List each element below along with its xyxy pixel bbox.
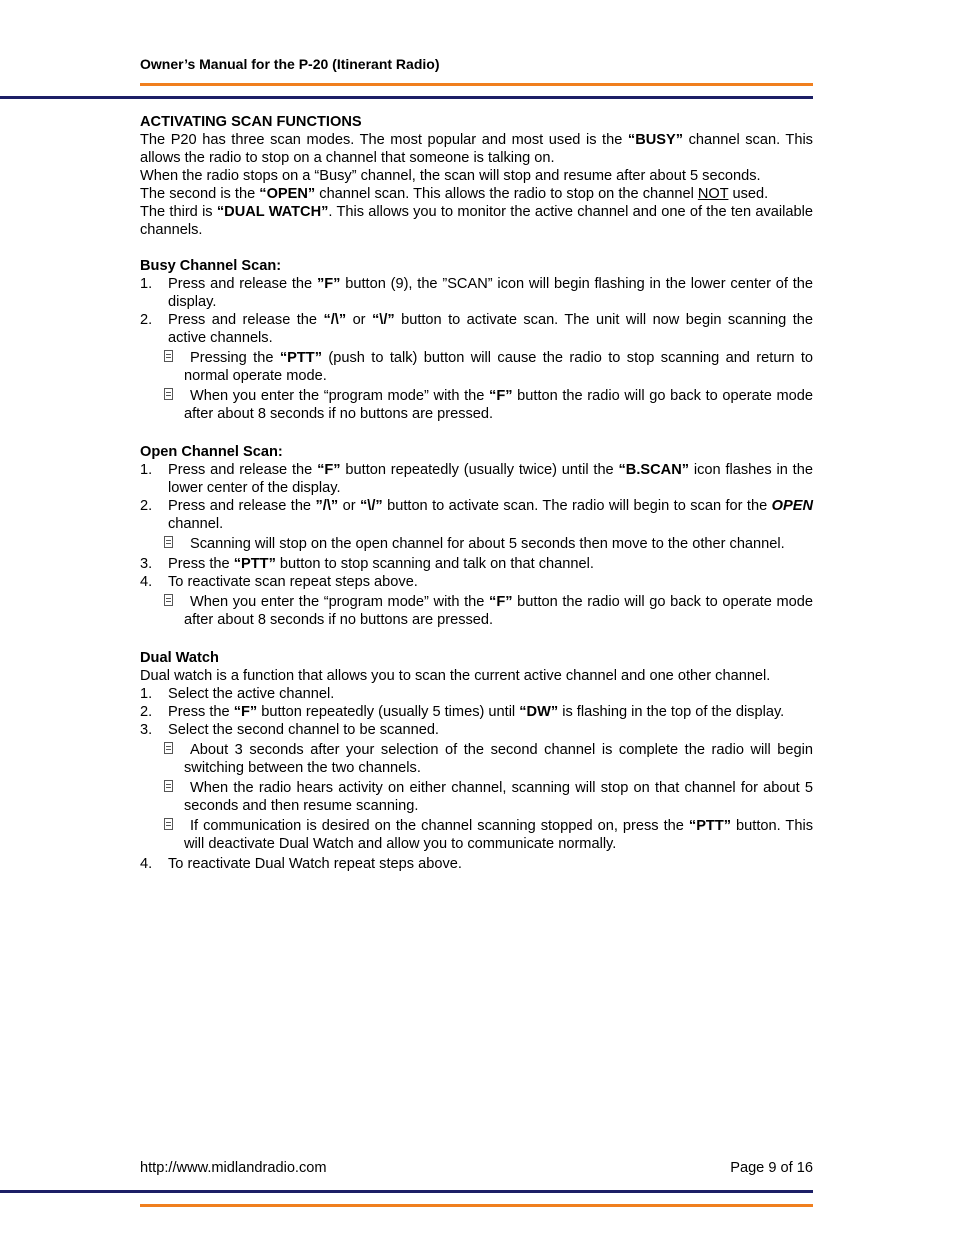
section-heading-scan: ACTIVATING SCAN FUNCTIONS: [140, 114, 362, 130]
text: button repeatedly (usually twice) until the: [340, 462, 619, 478]
intro-paragraph-4: [140, 203, 813, 239]
text: When you enter the “program mode” with the: [190, 388, 490, 404]
document-icon: [164, 536, 173, 548]
text: button (9), the ”SCAN” icon will begin flashing in the lower center of the display.: [168, 276, 813, 310]
text: Press and release the: [168, 498, 316, 514]
bullet-item: [140, 817, 813, 853]
list-item: [140, 685, 813, 703]
document-icon: [164, 780, 173, 792]
text: Press and release the: [168, 276, 317, 292]
text: The P20 has three scan modes. The most popular and most used is the: [140, 132, 628, 148]
document-icon: [164, 594, 173, 606]
text-bold: “PTT”: [688, 818, 732, 834]
text-bold: “PTT”: [279, 350, 323, 366]
list-number: 1.: [140, 276, 153, 292]
list-number: 2.: [140, 498, 153, 514]
text: icon flashes in the lower center of the display.: [168, 462, 813, 496]
list-number: 1.: [140, 462, 153, 478]
text-bold: “PTT”: [233, 556, 276, 572]
text: used.: [728, 186, 769, 202]
text: button to stop scanning and talk on that channel.: [275, 556, 594, 572]
document-icon: [164, 818, 173, 830]
bullet-item: [140, 593, 813, 629]
footer-url[interactable]: http://www.midlandradio.com: [140, 1160, 327, 1176]
footer-navy-rule: [0, 1190, 813, 1193]
text: button repeatedly (usually 5 times) until: [257, 704, 520, 720]
text: button to activate scan. The unit will now begin scanning the active channels.: [168, 312, 813, 346]
text: Press the: [168, 556, 234, 572]
list-number: 2.: [140, 704, 153, 720]
text: Press and release the: [168, 312, 324, 328]
list-item: [140, 461, 813, 497]
list-item: [140, 275, 813, 311]
text-bold: ”F”: [316, 276, 341, 292]
page-header-title: Owner’s Manual for the P-20 (Itinerant Radio): [140, 56, 440, 72]
text: To reactivate scan repeat steps above.: [168, 574, 418, 590]
text: About 3 seconds after your selection of the second channel is complete the radio will begin switching between the two channels.: [184, 742, 813, 776]
text: When the radio hears activity on either channel, scanning will stop on that channel for about 5 seconds and then resume scanning.: [184, 780, 813, 814]
section-heading-busy: Busy Channel Scan:: [140, 258, 282, 274]
section-heading-open: Open Channel Scan:: [140, 444, 283, 460]
text: If communication is desired on the channel scanning stopped on, press the: [190, 818, 689, 834]
text-bold: “B.SCAN”: [618, 462, 690, 478]
text: Pressing the: [190, 350, 280, 366]
list-number: 1.: [140, 686, 153, 702]
text-bold: “F”: [489, 594, 513, 610]
list-item: [140, 497, 813, 533]
intro-paragraph-2: When the radio stops on a “Busy” channel, the scan will stop and resume after about 5 seconds.: [140, 168, 761, 184]
document-icon: [164, 388, 173, 400]
text-bold: “DUAL WATCH”: [216, 204, 329, 220]
text: button the radio will go back to operate mode after about 8 seconds if no buttons are pressed.: [184, 594, 813, 628]
text: To reactivate Dual Watch repeat steps above.: [168, 856, 462, 872]
text: When you enter the “program mode” with the: [190, 594, 490, 610]
document-body: [140, 113, 813, 873]
list-item: [140, 703, 813, 721]
intro-paragraph-3: [140, 185, 813, 203]
text: channel.: [168, 516, 224, 532]
text: is flashing in the top of the display.: [558, 704, 785, 720]
text-underline: NOT: [697, 186, 729, 202]
dual-intro: Dual watch is a function that allows you to scan the current active channel and one other channel.: [140, 668, 771, 684]
footer-page-number: Page 9 of 16: [730, 1160, 813, 1176]
bullet-item: [140, 779, 813, 815]
bullet-item: [140, 349, 813, 385]
text: Select the active channel.: [168, 686, 335, 702]
text: or: [338, 498, 360, 514]
text: The third is: [140, 204, 217, 220]
document-icon: [164, 742, 173, 754]
text: Press the: [168, 704, 234, 720]
text: Select the second channel to be scanned.: [168, 722, 439, 738]
text: . This allows you to monitor the active channel and one of the ten available channels.: [140, 204, 813, 238]
text-bold: “\/”: [371, 312, 395, 328]
list-item: [140, 555, 813, 573]
text-bold: “/\”: [323, 312, 347, 328]
list-item: [140, 573, 813, 591]
text: Press and release the: [168, 462, 318, 478]
list-item: [140, 855, 813, 873]
intro-paragraph: [140, 131, 813, 167]
list-number: 3.: [140, 722, 153, 738]
text-bold-italic: OPEN: [771, 498, 813, 514]
list-number: 4.: [140, 856, 153, 872]
list-item: [140, 721, 813, 739]
text: channel scan. This allows the radio to stop on a channel that someone is talking on.: [140, 132, 813, 166]
bullet-item: [140, 387, 813, 423]
list-number: 3.: [140, 556, 153, 572]
list-item: [140, 311, 813, 347]
header-orange-rule: [140, 83, 813, 86]
text-bold: “BUSY”: [627, 132, 684, 148]
text-bold: “DW”: [519, 704, 559, 720]
footer-orange-rule: [140, 1204, 813, 1207]
list-number: 4.: [140, 574, 153, 590]
text: button to activate scan. The radio will begin to scan for the: [382, 498, 772, 514]
document-icon: [164, 350, 173, 362]
text: (push to talk) button will cause the radio to stop scanning and return to normal operate mode.: [184, 350, 813, 384]
text-bold: “F”: [233, 704, 258, 720]
text-bold: “OPEN”: [259, 186, 316, 202]
text-bold: “F”: [489, 388, 513, 404]
bullet-item: [140, 535, 813, 553]
text: channel scan. This allows the radio to stop on the channel: [315, 186, 698, 202]
text: or: [346, 312, 372, 328]
list-number: 2.: [140, 312, 153, 328]
text: The second is the: [140, 186, 260, 202]
text-bold: ”/\”: [315, 498, 339, 514]
text: Scanning will stop on the open channel for about 5 seconds then move to the other channel.: [190, 536, 785, 552]
bullet-item: [140, 741, 813, 777]
text: button. This will deactivate Dual Watch and allow you to communicate normally.: [184, 818, 813, 852]
section-heading-dual: Dual Watch: [140, 650, 219, 666]
header-navy-rule: [0, 96, 813, 99]
text-bold: “\/”: [359, 498, 383, 514]
text: button the radio will go back to operate mode after about 8 seconds if no buttons are pressed.: [184, 388, 813, 422]
text-bold: “F”: [317, 462, 341, 478]
